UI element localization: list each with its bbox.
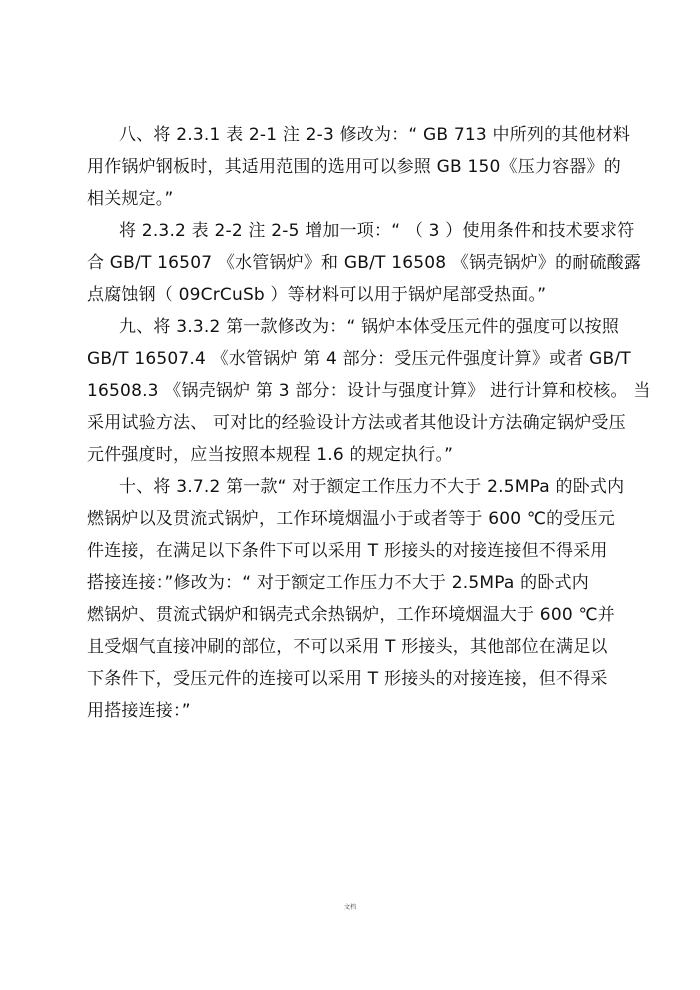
section-10-line-7: 下条件下，受压元件的连接可以采用 T 形接头的对接连接，但不得采 <box>87 669 608 689</box>
section-9-line-4: 采用试验方法、 可对比的经验设计方法或者其他设计方法确定锅炉受压 <box>87 413 626 433</box>
section-9-line-3: 16508.3 《锅壳锅炉 第 3 部分：设计与强度计算》 进行计算和校核。 当 <box>87 381 651 401</box>
section-8-line-3: 相关规定。” <box>87 189 174 209</box>
section-8-line-6: 点腐蚀钢（ 09CrCuSb ）等材料可以用于锅炉尾部受热面。” <box>87 285 547 305</box>
section-10-line-6: 且受烟气直接冲刷的部位，不可以采用 T 形接头，其他部位在满足以 <box>87 637 608 657</box>
section-8-line-5: 合 GB/T 16507 《水管锅炉》和 GB/T 16508 《锅壳锅炉》的耐硫酸露 <box>87 253 642 273</box>
section-10-line-2: 燃锅炉以及贯流式锅炉，工作环境烟温小于或者等于 600 ℃的受压元 <box>87 509 615 529</box>
section-10-line-4: 搭接连接：”修改为：“ 对于额定工作压力不大于 2.5MPa 的卧式内 <box>87 573 589 593</box>
section-8-line-2: 用作锅炉钢板时，其适用范围的选用可以参照 GB 150《压力容器》的 <box>87 157 621 177</box>
section-10-line-8: 用搭接连接：” <box>87 701 191 721</box>
section-8-line-1: 八、将 2.3.1 表 2-1 注 2-3 修改为：“ GB 713 中所列的其他材料 <box>119 125 631 145</box>
section-10-line-1: 十、将 3.7.2 第一款“ 对于额定工作压力不大于 2.5MPa 的卧式内 <box>119 477 625 497</box>
page-footer: 文档 <box>343 904 356 911</box>
section-8-line-4: 将 2.3.2 表 2-2 注 2-5 增加一项：“ （ 3 ）使用条件和技术要求符 <box>119 221 635 241</box>
section-10-line-5: 燃锅炉、贯流式锅炉和锅壳式余热锅炉，工作环境烟温大于 600 ℃并 <box>87 605 615 625</box>
section-9-line-5: 元件强度时，应当按照本规程 1.6 的规定执行。” <box>87 445 454 465</box>
section-9-line-2: GB/T 16507.4 《水管锅炉 第 4 部分：受压元件强度计算》或者 GB/T <box>87 349 631 369</box>
section-9-line-1: 九、将 3.3.2 第一款修改为：“ 锅炉本体受压元件的强度可以按照 <box>119 317 620 337</box>
section-10-line-3: 件连接，在满足以下条件下可以采用 T 形接头的对接连接但不得采用 <box>87 541 608 561</box>
